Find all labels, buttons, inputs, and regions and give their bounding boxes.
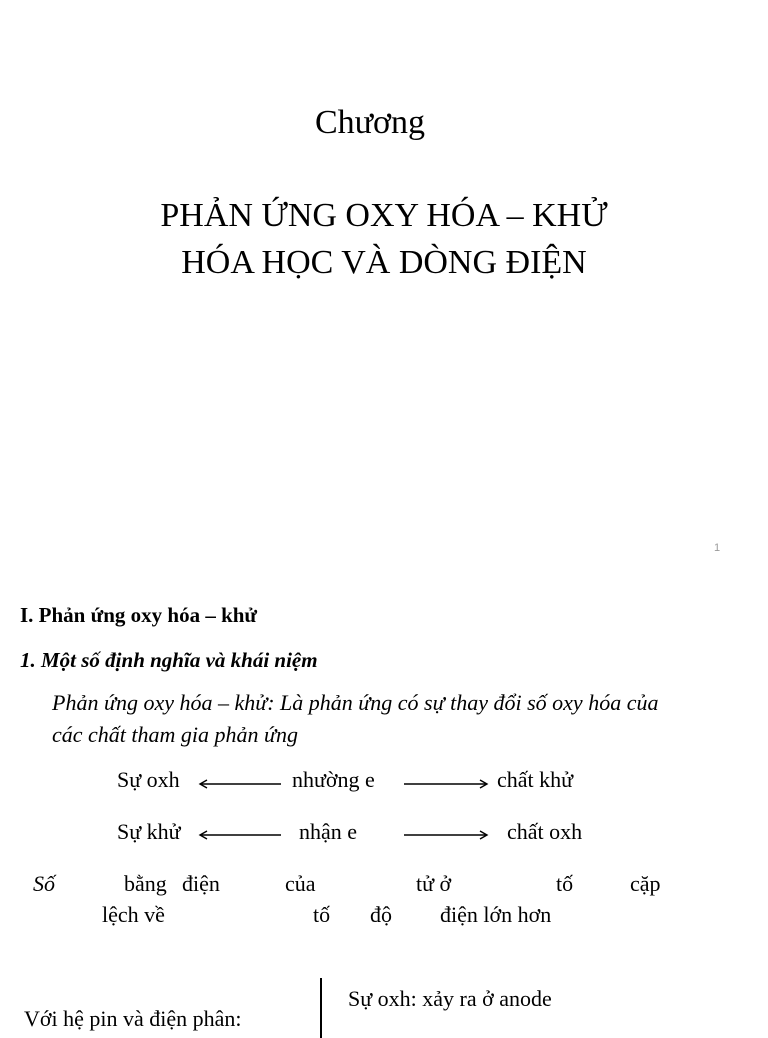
scheme-row2-middle: nhận e (299, 819, 358, 844)
bracket-label: Với hệ pin và điện phân: (24, 1006, 242, 1031)
left-arrow-icon (197, 776, 283, 792)
definition-line2: các chất tham gia phản ứng (52, 722, 299, 747)
right-arrow-icon (402, 776, 490, 792)
page-number: 1 (714, 542, 721, 554)
fragment-word: tử ở (416, 871, 452, 896)
scheme-row1-left: Sự oxh (117, 767, 180, 792)
fragment-word: lệch về (102, 902, 165, 927)
chapter-label: Chương (314, 104, 426, 141)
fragment-word: tố (313, 902, 331, 927)
chapter-title-line2: HÓA HỌC VÀ DÒNG ĐIỆN (181, 244, 587, 281)
bracket-line (320, 978, 322, 1038)
chapter-title-line1: PHẢN ỨNG OXY HÓA – KHỬ (160, 197, 608, 234)
right-arrow-icon (402, 827, 490, 843)
fragment-word: độ (370, 902, 392, 927)
fragment-word: cặp (630, 871, 661, 896)
fragment-word: điện (182, 871, 220, 896)
scheme-row2-left: Sự khử (117, 819, 181, 844)
fragment-word: tố (556, 871, 574, 896)
scheme-row1-right: chất khử (497, 767, 574, 792)
subsection-heading: 1. Một số định nghĩa và khái niệm (20, 648, 318, 672)
scheme-row1-middle: nhường e (292, 767, 375, 792)
scheme-row2-right: chất oxh (507, 819, 583, 844)
fragment-word: Số (33, 871, 55, 896)
fragment-word: bằng (124, 871, 167, 896)
section-heading: I. Phản ứng oxy hóa – khử (20, 603, 258, 627)
left-arrow-icon (197, 827, 283, 843)
bracket-item1: Sự oxh: xảy ra ở anode (348, 986, 552, 1011)
definition-line1: Phản ứng oxy hóa – khử: Là phản ứng có sự thay đổi số oxy hóa của (52, 690, 659, 715)
fragment-word: của (285, 871, 316, 896)
fragment-word: điện lớn hơn (440, 902, 552, 927)
